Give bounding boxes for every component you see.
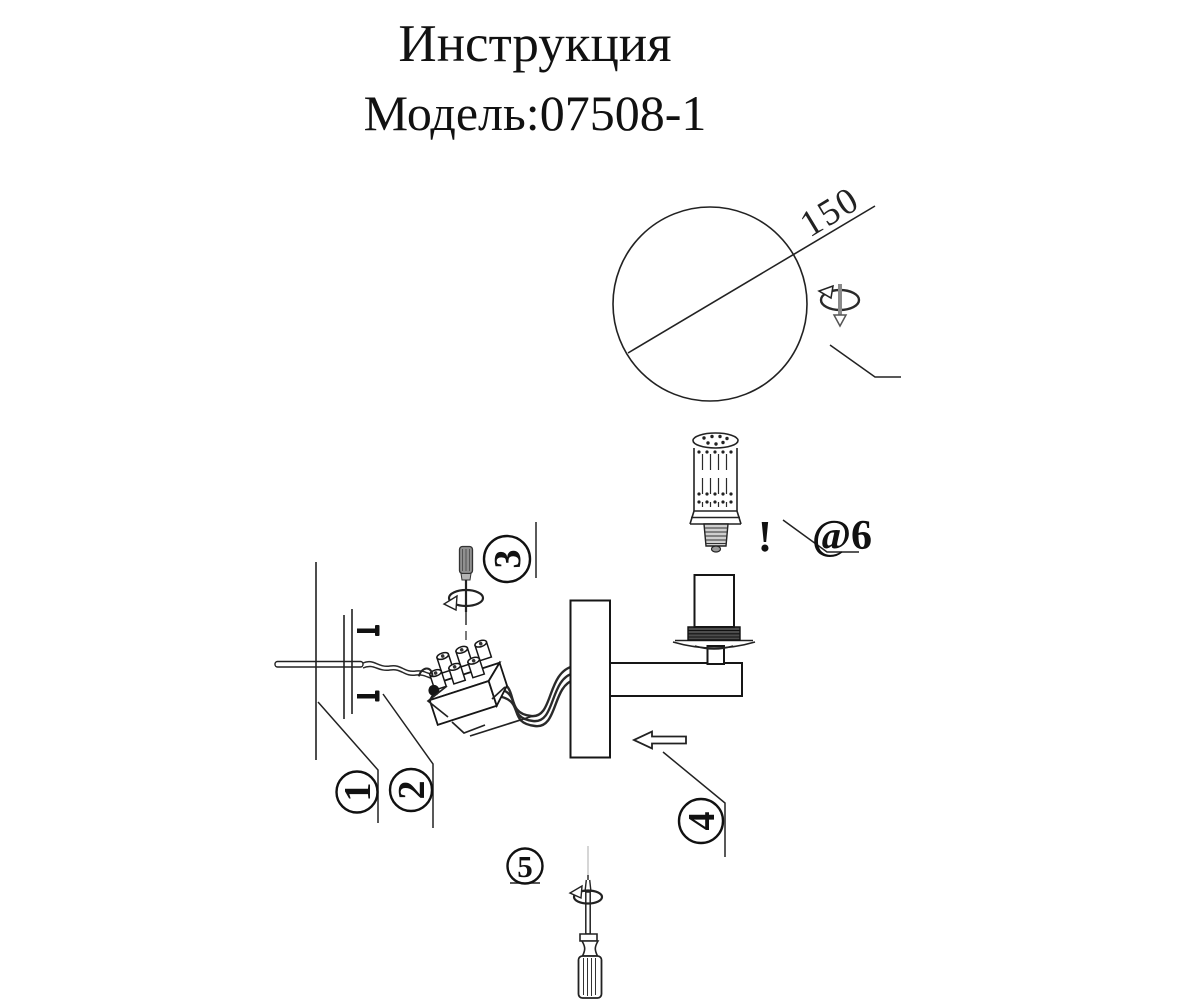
callout-1 bbox=[337, 772, 380, 813]
callout-5 bbox=[508, 849, 543, 885]
wires-to-bracket bbox=[498, 666, 574, 726]
terminal-block bbox=[414, 637, 533, 736]
insert-arrow-icon bbox=[634, 732, 686, 749]
warning-icon: ! bbox=[757, 512, 773, 561]
callout-2 bbox=[390, 769, 433, 811]
page-title: Инструкция bbox=[398, 15, 672, 73]
wall-bracket bbox=[571, 575, 756, 758]
model-label: Модель:07508-1 bbox=[363, 85, 707, 141]
globe-diameter-dimension: 150 bbox=[793, 178, 867, 246]
candle-sleeve bbox=[695, 575, 735, 627]
callout-1-label: 1 bbox=[337, 782, 379, 802]
callout-2-label: 2 bbox=[391, 780, 433, 800]
rotate-axis-icon bbox=[819, 284, 859, 326]
mounting-screw-bottom bbox=[357, 691, 380, 702]
led-bulb bbox=[690, 433, 741, 552]
callout-5-label: 5 bbox=[517, 849, 533, 884]
mounting-screw-top bbox=[357, 625, 380, 636]
socket-dish bbox=[673, 641, 755, 650]
screwdriver-icon-large bbox=[570, 846, 602, 998]
callout-3-label: 3 bbox=[487, 549, 529, 569]
screwdriver-icon-small bbox=[444, 547, 483, 658]
bulb-spec-label: @6 bbox=[811, 513, 873, 559]
glass-globe bbox=[613, 206, 875, 401]
callout-4 bbox=[679, 799, 723, 843]
globe-leader-line bbox=[830, 345, 901, 377]
callout-3 bbox=[484, 536, 530, 582]
callout-4-label: 4 bbox=[681, 811, 723, 831]
mains-cable bbox=[275, 662, 363, 668]
